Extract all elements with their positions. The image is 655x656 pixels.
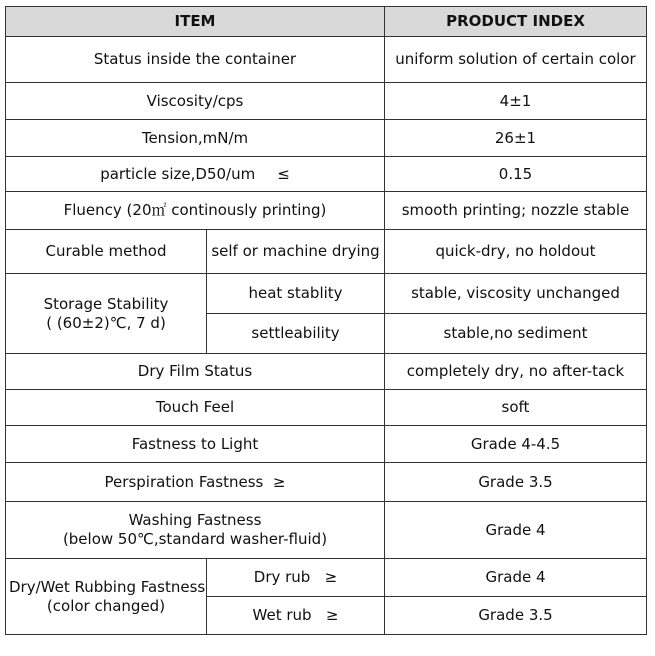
rubbing-wet-sub: Wet rub bbox=[252, 606, 312, 625]
rubbing-label-line2: (color changed) bbox=[46, 596, 166, 615]
table-row bbox=[6, 274, 647, 314]
storage-label-line1: Storage Stability bbox=[43, 294, 169, 313]
particle-label: particle size,D50/um bbox=[100, 164, 256, 183]
storage-label-cell bbox=[6, 274, 207, 354]
table-row bbox=[6, 463, 647, 502]
curable-value: quick-dry, no holdout bbox=[385, 230, 647, 274]
storage-settle-value: stable,no sediment bbox=[385, 314, 647, 354]
dryfilm-value: completely dry, no after-tack bbox=[385, 354, 647, 390]
table-row bbox=[6, 83, 647, 120]
rubbing-label-cell bbox=[6, 559, 207, 635]
light-label: Fastness to Light bbox=[6, 426, 385, 463]
table-row bbox=[6, 354, 647, 390]
tension-label: Tension,mN/m bbox=[6, 120, 385, 157]
perspiration-label: Perspiration Fastness bbox=[104, 472, 264, 491]
particle-sign: ≤ bbox=[277, 164, 290, 183]
storage-label-line2: ( (60±2)℃, 7 d) bbox=[46, 313, 166, 332]
touch-value: soft bbox=[385, 390, 647, 426]
status-label: Status inside the container bbox=[6, 37, 385, 83]
status-value: uniform solution of certain color bbox=[385, 37, 647, 83]
table-row bbox=[6, 230, 647, 274]
table-row bbox=[6, 37, 647, 83]
curable-label: Curable method bbox=[6, 230, 207, 274]
rubbing-wet-sub-cell bbox=[207, 597, 385, 635]
rubbing-wet-value: Grade 3.5 bbox=[385, 597, 647, 635]
rubbing-wet-sign: ≥ bbox=[325, 606, 339, 625]
fluency-value: smooth printing; nozzle stable bbox=[385, 192, 647, 230]
particle-value: 0.15 bbox=[385, 157, 647, 192]
viscosity-value: 4±1 bbox=[385, 83, 647, 120]
washing-label-line1: Washing Fastness bbox=[128, 511, 262, 530]
table-row bbox=[6, 157, 647, 192]
perspiration-label-cell bbox=[6, 463, 385, 502]
table-row bbox=[6, 559, 647, 597]
header-item: ITEM bbox=[6, 7, 385, 37]
storage-heat-sub: heat stablity bbox=[207, 274, 385, 314]
tension-value: 26±1 bbox=[385, 120, 647, 157]
table-row bbox=[6, 426, 647, 463]
perspiration-sign: ≥ bbox=[272, 472, 286, 491]
header-product-index: PRODUCT INDEX bbox=[385, 7, 647, 37]
rubbing-dry-sign: ≥ bbox=[324, 568, 338, 587]
particle-label-cell bbox=[6, 157, 385, 192]
rubbing-dry-sub: Dry rub bbox=[253, 568, 311, 587]
washing-label-cell bbox=[6, 502, 385, 559]
touch-label: Touch Feel bbox=[6, 390, 385, 426]
table-row bbox=[6, 502, 647, 559]
rubbing-dry-sub-cell bbox=[207, 559, 385, 597]
table-row bbox=[6, 390, 647, 426]
washing-value: Grade 4 bbox=[385, 502, 647, 559]
fluency-label: Fluency (20㎡ continously printing) bbox=[6, 192, 385, 230]
product-spec-table bbox=[5, 6, 647, 635]
light-value: Grade 4-4.5 bbox=[385, 426, 647, 463]
storage-heat-value: stable, viscosity unchanged bbox=[385, 274, 647, 314]
table-row bbox=[6, 120, 647, 157]
table-row bbox=[6, 192, 647, 230]
dryfilm-label: Dry Film Status bbox=[6, 354, 385, 390]
viscosity-label: Viscosity/cps bbox=[6, 83, 385, 120]
rubbing-label-line1: Dry/Wet Rubbing Fastness bbox=[9, 577, 206, 596]
washing-label-line2: (below 50℃,standard washer-fluid) bbox=[62, 530, 328, 548]
curable-sub: self or machine drying bbox=[207, 230, 385, 274]
perspiration-value: Grade 3.5 bbox=[385, 463, 647, 502]
table-header-row bbox=[6, 7, 647, 37]
storage-settle-sub: settleability bbox=[207, 314, 385, 354]
rubbing-dry-value: Grade 4 bbox=[385, 559, 647, 597]
